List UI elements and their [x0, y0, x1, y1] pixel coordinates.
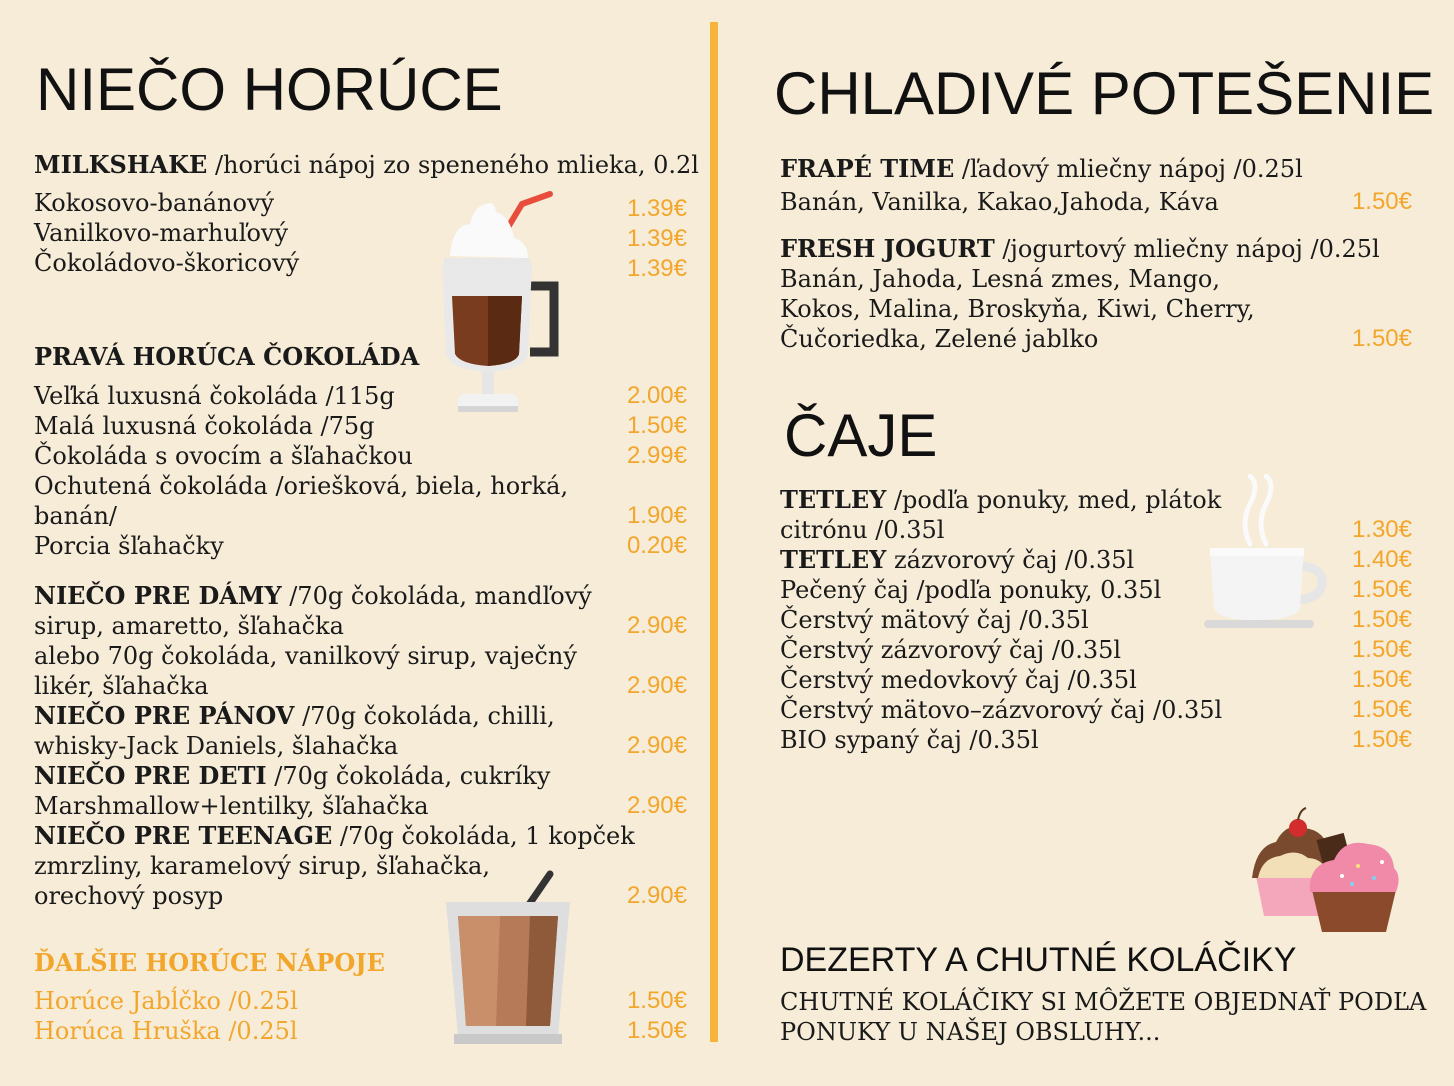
tea-line: [780, 485, 1221, 515]
special-desc: zmrzliny, karamelový sirup, šľahačka,: [34, 852, 490, 880]
special-desc: /70g čokoláda, 1 kopček: [332, 822, 635, 850]
special-name: NIEČO PRE DETI: [34, 761, 267, 790]
tea-price: 1.50€: [1351, 576, 1412, 603]
cupcakes-icon: [1246, 806, 1406, 936]
tea-desc: zázvorový čaj /0.35l: [886, 546, 1135, 574]
tea-line: Čerstvý zázvorový čaj /0.35l: [780, 636, 1122, 664]
other-drink-item: Horúca Hruška /0.25l: [34, 1017, 298, 1045]
jogurt-flavours: Čučoriedka, Zelené jablko: [780, 325, 1099, 353]
frape-flavours: Banán, Vanilka, Kakao,Jahoda, Káva: [780, 188, 1219, 216]
milkshake-item: Kokosovo-banánový: [34, 189, 275, 217]
dessert-title: DEZERTY A CHUTNÉ KOLÁČIKY: [780, 941, 1297, 979]
milkshake-name: MILKSHAKE: [34, 150, 208, 179]
dessert-note: CHUTNÉ KOLÁČIKY SI MÔŽETE OBJEDNAŤ PODĽA: [780, 988, 1427, 1016]
special-desc: /70g čokoláda, chilli,: [294, 702, 555, 730]
tea-line: Čerstvý mätový čaj /0.35l: [780, 606, 1089, 634]
tea-price: 1.30€: [1351, 516, 1412, 543]
milkshake-heading: [34, 150, 699, 180]
milkshake-item: Vanilkovo-marhuľový: [34, 219, 289, 247]
chocolate-item: Veľká luxusná čokoláda /115g: [34, 382, 395, 410]
special-name: NIEČO PRE PÁNOV: [34, 701, 295, 730]
jogurt-flavours: Kokos, Malina, Broskyňa, Kiwi, Cherry,: [780, 295, 1255, 323]
tea-brand: TETLEY: [780, 485, 887, 514]
other-drinks-heading: ĎALŠIE HORÚCE NÁPOJE: [34, 948, 385, 977]
column-divider: [710, 22, 718, 1042]
tea-line: [780, 545, 1134, 575]
chocolate-heading: PRAVÁ HORÚCA ČOKOLÁDA: [34, 342, 420, 371]
tea-line: BIO sypaný čaj /0.35l: [780, 726, 1039, 754]
chocolate-item: Malá luxusná čokoláda /75g: [34, 412, 375, 440]
chocolate-price: 2.00€: [626, 382, 687, 409]
tea-line: Čerstvý mätovo–zázvorový čaj /0.35l: [780, 696, 1223, 724]
special-line: [34, 581, 592, 611]
tea-price: 1.50€: [1351, 606, 1412, 633]
special-price: 2.90€: [626, 732, 687, 759]
special-line: [34, 791, 429, 821]
special-line: [34, 821, 635, 851]
special-price: 2.90€: [626, 612, 687, 639]
special-line: [34, 731, 398, 761]
tea-brand: TETLEY: [780, 545, 887, 574]
frape-name: FRAPÉ TIME: [780, 154, 955, 183]
special-line: [34, 611, 344, 641]
special-price: 2.90€: [626, 882, 687, 909]
jogurt-flavours: Banán, Jahoda, Lesná zmes, Mango,: [780, 265, 1221, 293]
special-name: NIEČO PRE DÁMY: [34, 581, 282, 610]
special-desc: /70g čokoláda, cukríky: [266, 762, 551, 790]
right-section-title: CHLADIVÉ POTEŠENIE: [774, 60, 1435, 127]
chocolate-item: Čokoláda s ovocím a šľahačkou: [34, 442, 413, 470]
special-desc: whisky-Jack Daniels, šlahačka: [34, 732, 399, 760]
chocolate-price: 1.50€: [626, 412, 687, 439]
chocolate-price: 0.20€: [626, 532, 687, 559]
other-drink-item: Horúce Jabĺčko /0.25l: [34, 987, 298, 1015]
milkshake-price: 1.39€: [626, 255, 687, 282]
tea-line: [780, 515, 944, 545]
tea-section-title: ČAJE: [784, 402, 938, 469]
dessert-note: PONUKY U NAŠEJ OBSLUHY...: [780, 1018, 1161, 1046]
milkshake-item: Čokoládovo-škoricový: [34, 249, 300, 277]
left-section-title: NIEČO HORÚCE: [36, 56, 503, 123]
tea-cup-icon: [1200, 474, 1330, 636]
jogurt-desc: /jogurtový mliečny nápoj /0.25l: [994, 235, 1380, 263]
jogurt-name: FRESH JOGURT: [780, 234, 995, 263]
chocolate-price: 2.99€: [626, 442, 687, 469]
special-desc: alebo 70g čokoláda, vanilkový sirup, vaječný: [34, 642, 577, 670]
special-price: 2.90€: [626, 672, 687, 699]
special-name: NIEČO PRE TEENAGE: [34, 821, 333, 850]
tea-price: 1.50€: [1351, 666, 1412, 693]
other-drink-price: 1.50€: [626, 1017, 687, 1044]
special-price: 2.90€: [626, 792, 687, 819]
special-line: [34, 671, 209, 701]
milkshake-desc: /horúci nápoj zo speneného mlieka, 0.2l: [207, 151, 699, 179]
tea-desc: citrónu /0.35l: [780, 516, 945, 544]
tea-price: 1.40€: [1351, 546, 1412, 573]
milkshake-price: 1.39€: [626, 225, 687, 252]
chocolate-item: banán/: [34, 502, 117, 530]
tea-desc: /podľa ponuky, med, plátok: [886, 486, 1222, 514]
other-drink-price: 1.50€: [626, 987, 687, 1014]
chocolate-item: Ochutená čokoláda /oriešková, biela, horká,: [34, 472, 569, 500]
coffee-glass-icon: [440, 868, 580, 1048]
frape-desc: /ľadový mliečny nápoj /0.25l: [954, 155, 1303, 183]
chocolate-price: 1.90€: [626, 502, 687, 529]
special-desc: likér, šľahačka: [34, 672, 209, 700]
tea-price: 1.50€: [1351, 726, 1412, 753]
hot-drink-glass-icon: [430, 186, 570, 418]
jogurt-price: 1.50€: [1351, 325, 1412, 352]
special-line: [34, 881, 223, 911]
chocolate-item: Porcia šľahačky: [34, 532, 224, 560]
frape-price: 1.50€: [1351, 188, 1412, 215]
special-desc: sirup, amaretto, šľahačka: [34, 612, 344, 640]
tea-price: 1.50€: [1351, 636, 1412, 663]
tea-price: 1.50€: [1351, 696, 1412, 723]
tea-line: Pečený čaj /podľa ponuky, 0.35l: [780, 576, 1162, 604]
special-line: [34, 761, 550, 791]
frape-heading: [780, 154, 1303, 184]
tea-line: Čerstvý medovkový čaj /0.35l: [780, 666, 1137, 694]
special-desc: orechový posyp: [34, 882, 224, 910]
special-desc: Marshmallow+lentilky, šľahačka: [34, 792, 429, 820]
special-desc: /70g čokoláda, mandľový: [281, 582, 592, 610]
special-line: [34, 851, 490, 881]
special-line: [34, 701, 555, 731]
special-line: [34, 641, 577, 671]
jogurt-heading: [780, 234, 1380, 264]
milkshake-price: 1.39€: [626, 195, 687, 222]
